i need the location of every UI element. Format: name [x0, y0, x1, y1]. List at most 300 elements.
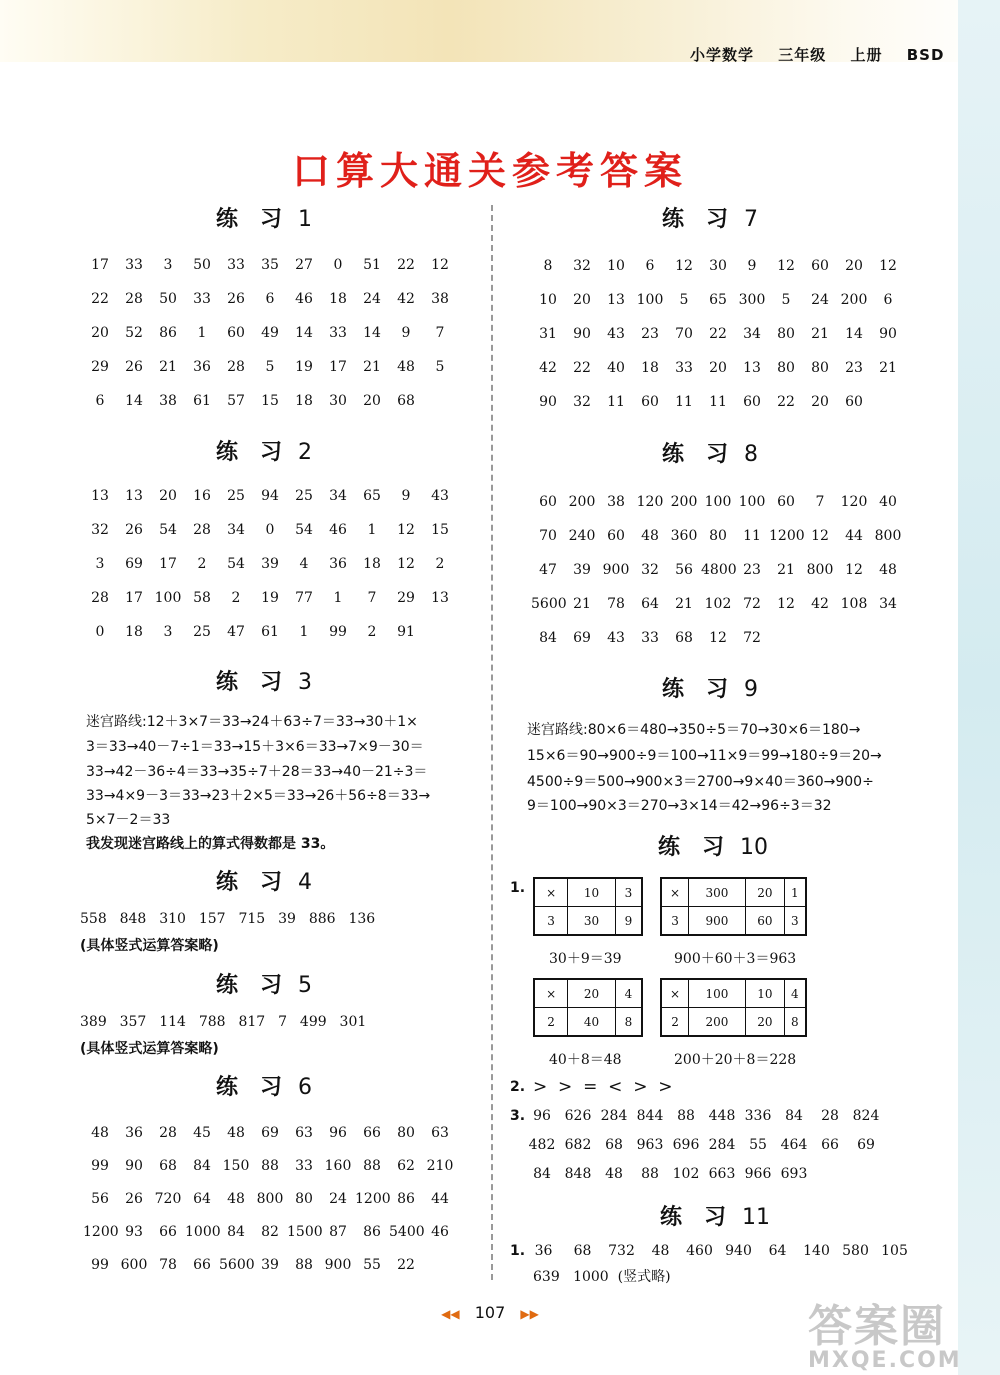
table-cell: 3 — [534, 907, 568, 936]
answer-value: 693 — [780, 1166, 808, 1182]
table-cell: 20 — [745, 878, 784, 907]
maze-line: 3＝33→40－7÷1＝33→15＋3×6＝33→7×9－30＝ — [86, 739, 424, 755]
answer-value: 600 — [120, 1257, 148, 1273]
answer-row — [531, 596, 905, 612]
answer-value: 38 — [159, 393, 177, 409]
answer-value: 464 — [780, 1137, 808, 1153]
answer-value: 2 — [231, 590, 241, 606]
answer-row — [531, 326, 905, 342]
answer-value: 80 — [397, 1125, 415, 1141]
answer-value: 68 — [159, 1158, 177, 1174]
answer-value: 800 — [256, 1191, 284, 1207]
answer-value: 12 — [397, 556, 415, 572]
answer-value: 91 — [397, 624, 415, 640]
answer-value: 39 — [573, 562, 591, 578]
answer-value: 5 — [265, 359, 275, 375]
answer-value: 44 — [431, 1191, 449, 1207]
answer-value: 336 — [744, 1108, 772, 1124]
answer-value: 848 — [564, 1166, 592, 1182]
answer-value: 663 — [708, 1166, 736, 1182]
answer-value: 2 — [197, 556, 207, 572]
maze-line: 迷宫路线:80×6＝480→350÷5＝70→30×6＝180→ — [527, 722, 861, 738]
answer-value: 7 — [435, 325, 445, 341]
answer-value: 90 — [125, 1158, 143, 1174]
answer-value: 580 — [842, 1243, 869, 1259]
answer-value: 13 — [743, 360, 761, 376]
table-cell: 300 — [689, 878, 746, 907]
answer-value: 47 — [227, 624, 245, 640]
side-decoration-band — [958, 0, 1000, 1375]
answer-value: 40 — [879, 494, 897, 510]
answer-value: 34 — [329, 488, 347, 504]
table-cell: 3 — [784, 907, 806, 936]
watermark — [808, 1290, 962, 1373]
answer-value: 33 — [227, 257, 245, 273]
watermark-url: MXQE.COM — [808, 1348, 962, 1373]
answer-value: 24 — [329, 1191, 347, 1207]
answer-value: 18 — [363, 556, 381, 572]
answer-value: 84 — [227, 1224, 245, 1240]
answer-value: 26 — [125, 359, 143, 375]
maze-line: 33→4×9－3＝33→23＋2×5＝33→26＋56÷8＝33→ — [86, 788, 431, 804]
answer-value: 966 — [744, 1166, 772, 1182]
answer-value: 105 — [881, 1243, 908, 1259]
answer-value: 23 — [743, 562, 761, 578]
answer-value: 68 — [675, 630, 693, 646]
answer-value: 20 — [91, 325, 109, 341]
maze-line: 33→42－36÷4＝33→35÷7＋28＝33→40－21÷3＝ — [86, 764, 428, 780]
answer-value: 10 — [539, 292, 557, 308]
answer-value: 20 — [845, 258, 863, 274]
table-cell: 8 — [615, 1008, 642, 1037]
answer-value: 963 — [636, 1137, 664, 1153]
answer-value: 88 — [641, 1166, 659, 1182]
answer-value: 14 — [295, 325, 313, 341]
answer-value: 64 — [193, 1191, 211, 1207]
section-heading-p4: 练 习 4 — [216, 870, 313, 895]
answer-value: 448 — [708, 1108, 736, 1124]
answer-row — [83, 556, 457, 572]
answer-value: 78 — [159, 1257, 177, 1273]
answer-row — [531, 630, 769, 646]
answer-value: 100 — [636, 292, 664, 308]
answer-value: 21 — [879, 360, 897, 376]
answer-value: 40 — [607, 360, 625, 376]
answer-value: 12 — [777, 258, 795, 274]
answer-value: 28 — [91, 590, 109, 606]
answer-value: 31 — [539, 326, 557, 342]
table-caption: 30＋9＝39 — [549, 951, 622, 967]
column-divider — [491, 205, 493, 1280]
answer-value: 5600 — [531, 596, 567, 612]
answer-value: 12 — [431, 257, 449, 273]
answer-value: 1500 — [287, 1224, 323, 1240]
answer-value: 21 — [675, 596, 693, 612]
answer-value: 5400 — [389, 1224, 425, 1240]
answer-value: 33 — [329, 325, 347, 341]
answer-value: 61 — [193, 393, 211, 409]
answer-value: 58 — [193, 590, 211, 606]
answer-value: 1200 — [769, 528, 805, 544]
answer-value: 80 — [777, 360, 795, 376]
answer-value: 70 — [675, 326, 693, 342]
answer-value: 6 — [265, 291, 275, 307]
answer-value: 7 — [367, 590, 377, 606]
watermark-text: 答案圈 — [808, 1301, 946, 1352]
answer-value: 90 — [573, 326, 591, 342]
answer-value: 18 — [641, 360, 659, 376]
answer-value: 69 — [125, 556, 143, 572]
table-cell: 3 — [615, 878, 642, 907]
answer-value: 24 — [363, 291, 381, 307]
answer-value: 1200 — [355, 1191, 391, 1207]
answer-row — [83, 1191, 457, 1207]
table-caption: 200＋20＋8＝228 — [674, 1052, 797, 1068]
answer-value: 86 — [363, 1224, 381, 1240]
answer-value: 55 — [749, 1137, 767, 1153]
answer-value: 5 — [781, 292, 791, 308]
answer-value: 21 — [159, 359, 177, 375]
answer-value: 60 — [777, 494, 795, 510]
answer-value: 17 — [329, 359, 347, 375]
table-cell: 2 — [661, 1008, 689, 1037]
answer-value: 15 — [261, 393, 279, 409]
answer-row — [531, 528, 905, 544]
answer-value: 200 — [568, 494, 596, 510]
answer-value: 61 — [261, 624, 279, 640]
answer-value: 28 — [821, 1108, 839, 1124]
table-cell: 9 — [615, 907, 642, 936]
answer-value: 22 — [777, 394, 795, 410]
answer-value: 24 — [811, 292, 829, 308]
table-cell: × — [661, 878, 689, 907]
answer-value: 36 — [534, 1243, 553, 1259]
answer-value: 4800 — [701, 562, 737, 578]
multiplication-table — [660, 877, 807, 936]
answer-value: 22 — [397, 257, 415, 273]
answer-value: 48 — [91, 1125, 109, 1141]
answer-value: 62 — [397, 1158, 415, 1174]
answer-value: 732 — [608, 1243, 635, 1259]
section-heading-p7: 练 习 7 — [662, 207, 759, 232]
answer-value: 19 — [261, 590, 279, 606]
answer-value: 42 — [811, 596, 829, 612]
answer-value: 21 — [573, 596, 591, 612]
answer-value: 108 — [840, 596, 868, 612]
answer-value: 25 — [227, 488, 245, 504]
answer-value: 66 — [821, 1137, 839, 1153]
answer-value: 10 — [607, 258, 625, 274]
answer-row — [83, 624, 423, 640]
answer-value: 16 — [193, 488, 211, 504]
answer-value: 6 — [883, 292, 893, 308]
question-label: 1. — [510, 1243, 526, 1259]
answer-value: 20 — [811, 394, 829, 410]
answer-value: 48 — [641, 528, 659, 544]
answer-value: 48 — [605, 1166, 623, 1182]
maze-line: 15×6＝90→900÷9＝100→11×9＝99→180÷9＝20→ — [527, 748, 882, 764]
answer-value: 21 — [363, 359, 381, 375]
section-heading-p6: 练 习 6 — [216, 1075, 313, 1100]
answer-value: 2 — [367, 624, 377, 640]
answer-value: 13 — [431, 590, 449, 606]
answer-value: 17 — [91, 257, 109, 273]
answer-value: 6 — [645, 258, 655, 274]
answer-value: 28 — [227, 359, 245, 375]
answer-value: 46 — [295, 291, 313, 307]
answer-value: 66 — [363, 1125, 381, 1141]
answer-value: 22 — [709, 326, 727, 342]
header-grade: 三年级 — [778, 46, 827, 64]
answer-value: 12 — [397, 522, 415, 538]
answer-value: 360 — [670, 528, 698, 544]
answer-row — [531, 562, 905, 578]
maze-line: 5×7－2＝33 — [86, 812, 171, 828]
table-cell: 10 — [568, 878, 616, 907]
answer-value: 68 — [605, 1137, 623, 1153]
answer-value: 30 — [709, 258, 727, 274]
answer-value: 23 — [845, 360, 863, 376]
answer-value: 86 — [397, 1191, 415, 1207]
answer-value: 65 — [709, 292, 727, 308]
answer-value: 99 — [91, 1158, 109, 1174]
answer-row — [83, 393, 423, 409]
answer-value: 682 — [564, 1137, 592, 1153]
answer-value: 9 — [401, 488, 411, 504]
answer-value: 42 — [539, 360, 557, 376]
answer-value: 32 — [573, 258, 591, 274]
answer-value: 80 — [295, 1191, 313, 1207]
answer-value: 54 — [227, 556, 245, 572]
answer-row — [83, 488, 457, 504]
table-cell: × — [534, 878, 568, 907]
note-p4: (具体竖式运算答案略) — [80, 938, 219, 954]
answer-value: 13 — [91, 488, 109, 504]
answer-value: 56 — [675, 562, 693, 578]
answer-value: 22 — [573, 360, 591, 376]
answer-value: 43 — [607, 630, 625, 646]
answer-value: 60 — [641, 394, 659, 410]
section-heading-p11: 练 习 11 — [660, 1205, 771, 1230]
answer-value: 3 — [163, 624, 173, 640]
answer-value: 25 — [193, 624, 211, 640]
answer-value: 120 — [636, 494, 664, 510]
answer-value: 94 — [261, 488, 279, 504]
answer-value: 21 — [811, 326, 829, 342]
answer-value: 46 — [431, 1224, 449, 1240]
answer-value: 60 — [607, 528, 625, 544]
answer-value: 20 — [573, 292, 591, 308]
answer-value: 60 — [845, 394, 863, 410]
answer-value: 14 — [845, 326, 863, 342]
answer-value: 26 — [227, 291, 245, 307]
answer-value: 22 — [397, 1257, 415, 1273]
answer-value: 800 — [874, 528, 902, 544]
table-cell: 4 — [615, 979, 642, 1008]
table-cell: 1 — [784, 878, 806, 907]
answer-value: 0 — [95, 624, 105, 640]
answer-value: 54 — [159, 522, 177, 538]
answer-value: 36 — [125, 1125, 143, 1141]
question-label: 1. — [510, 880, 526, 896]
answer-value: 51 — [363, 257, 381, 273]
answer-value: 4 — [299, 556, 309, 572]
answer-value: 12 — [777, 596, 795, 612]
answer-value: 46 — [329, 522, 347, 538]
table-cell: 2 — [534, 1008, 568, 1037]
answer-value: 38 — [431, 291, 449, 307]
answer-value: 45 — [193, 1125, 211, 1141]
answer-value: 87 — [329, 1224, 347, 1240]
answer-value: 21 — [777, 562, 795, 578]
answer-value: 5600 — [219, 1257, 255, 1273]
answer-row — [524, 1108, 884, 1124]
answer-value: 34 — [743, 326, 761, 342]
answer-value: 8 — [543, 258, 553, 274]
answer-row — [83, 1224, 457, 1240]
answer-value: 72 — [743, 596, 761, 612]
answer-value: 48 — [227, 1191, 245, 1207]
answer-value: 42 — [397, 291, 415, 307]
answer-value: 240 — [568, 528, 596, 544]
answer-value: 49 — [261, 325, 279, 341]
section-heading-p10: 练 习 10 — [658, 835, 769, 860]
header-subject: 小学数学 — [690, 46, 755, 64]
answer-value: 48 — [879, 562, 897, 578]
answer-value: 48 — [227, 1125, 245, 1141]
answer-value: 63 — [295, 1125, 313, 1141]
answer-value: 43 — [607, 326, 625, 342]
answer-value: 100 — [154, 590, 182, 606]
answer-value: 18 — [125, 624, 143, 640]
answer-value: 80 — [777, 326, 795, 342]
answer-value: 12 — [845, 562, 863, 578]
answer-value: 47 — [539, 562, 557, 578]
answer-value: 102 — [704, 596, 732, 612]
answer-value: 82 — [261, 1224, 279, 1240]
answer-value: 33 — [193, 291, 211, 307]
answer-value: 60 — [539, 494, 557, 510]
answer-value: 22 — [91, 291, 109, 307]
answer-row — [83, 590, 457, 606]
table-cell: 3 — [661, 907, 689, 936]
answer-value: 93 — [125, 1224, 143, 1240]
answer-values-p4: 558 848 310 157 715 39 886 136 — [80, 911, 376, 927]
answer-value: 11 — [675, 394, 693, 410]
answer-value: 300 — [738, 292, 766, 308]
answer-value: 26 — [125, 522, 143, 538]
answer-row — [83, 1125, 457, 1141]
answer-row — [83, 1257, 423, 1273]
answer-value: 50 — [159, 291, 177, 307]
answer-value: 18 — [295, 393, 313, 409]
table-cell: 30 — [568, 907, 616, 936]
section-heading-p8: 练 习 8 — [662, 442, 759, 467]
table-cell: 4 — [784, 979, 806, 1008]
answer-value: 14 — [363, 325, 381, 341]
table-cell: 20 — [745, 1008, 784, 1037]
answer-value: 1 — [197, 325, 207, 341]
prev-page-icon: ◀◀ — [441, 1307, 460, 1321]
answer-value: 0 — [265, 522, 275, 538]
answer-value: 88 — [295, 1257, 313, 1273]
answer-value: 60 — [227, 325, 245, 341]
answer-value: 844 — [636, 1108, 664, 1124]
answer-value: 1200 — [83, 1224, 119, 1240]
answer-value: 28 — [159, 1125, 177, 1141]
answer-value: 43 — [431, 488, 449, 504]
answer-value: 66 — [193, 1257, 211, 1273]
answer-value: 11 — [743, 528, 761, 544]
answer-row — [83, 257, 457, 273]
answer-value: 20 — [363, 393, 381, 409]
table-cell: 100 — [689, 979, 746, 1008]
answer-value: 12 — [811, 528, 829, 544]
answer-value: 52 — [125, 325, 143, 341]
answer-value: 54 — [295, 522, 313, 538]
answer-value: 15 — [431, 522, 449, 538]
answer-value: 20 — [159, 488, 177, 504]
answer-value: 720 — [154, 1191, 182, 1207]
answer-value: 66 — [159, 1224, 177, 1240]
answer-value: 28 — [193, 522, 211, 538]
answer-value: 800 — [806, 562, 834, 578]
answer-value: 32 — [573, 394, 591, 410]
answer-row — [524, 1243, 914, 1259]
question-label: 3. — [510, 1108, 526, 1124]
maze-conclusion: 我发现迷宫路线上的算式得数都是 33。 — [86, 836, 335, 852]
table-cell: 10 — [745, 979, 784, 1008]
answer-value: 284 — [600, 1108, 628, 1124]
page-number: 107 — [474, 1303, 506, 1322]
answer-value: 30 — [329, 393, 347, 409]
multiplication-table — [660, 978, 807, 1037]
answer-value: 34 — [227, 522, 245, 538]
answer-value: 44 — [845, 528, 863, 544]
answer-value: 90 — [539, 394, 557, 410]
answer-value: 64 — [768, 1243, 787, 1259]
answer-value: 32 — [91, 522, 109, 538]
answer-value: 77 — [295, 590, 313, 606]
answer-value: 78 — [607, 596, 625, 612]
section-heading-p2: 练 习 2 — [216, 440, 313, 465]
answer-value: 11 — [607, 394, 625, 410]
answer-value: 29 — [397, 590, 415, 606]
answer-value: 80 — [709, 528, 727, 544]
answer-value: 63 — [431, 1125, 449, 1141]
table-cell: 900 — [689, 907, 746, 936]
answer-row — [83, 1158, 457, 1174]
answer-values-p5: 389 357 114 788 817 7 499 301 — [80, 1014, 367, 1030]
answer-value: 84 — [785, 1108, 803, 1124]
answer-row — [531, 360, 905, 376]
answer-value: 900 — [602, 562, 630, 578]
answer-value: 99 — [329, 624, 347, 640]
answer-value: 140 — [803, 1243, 830, 1259]
answer-value: 39 — [261, 1257, 279, 1273]
answer-value: 84 — [539, 630, 557, 646]
answer-row — [531, 494, 905, 510]
multiplication-table — [533, 978, 643, 1037]
answer-value: 57 — [227, 393, 245, 409]
table-cell: 60 — [745, 907, 784, 936]
answer-value: 1 — [367, 522, 377, 538]
answer-value: 18 — [329, 291, 347, 307]
answer-value: 11 — [709, 394, 727, 410]
answer-value: 80 — [811, 360, 829, 376]
table-cell: 8 — [784, 1008, 806, 1037]
answer-value: 1 — [333, 590, 343, 606]
